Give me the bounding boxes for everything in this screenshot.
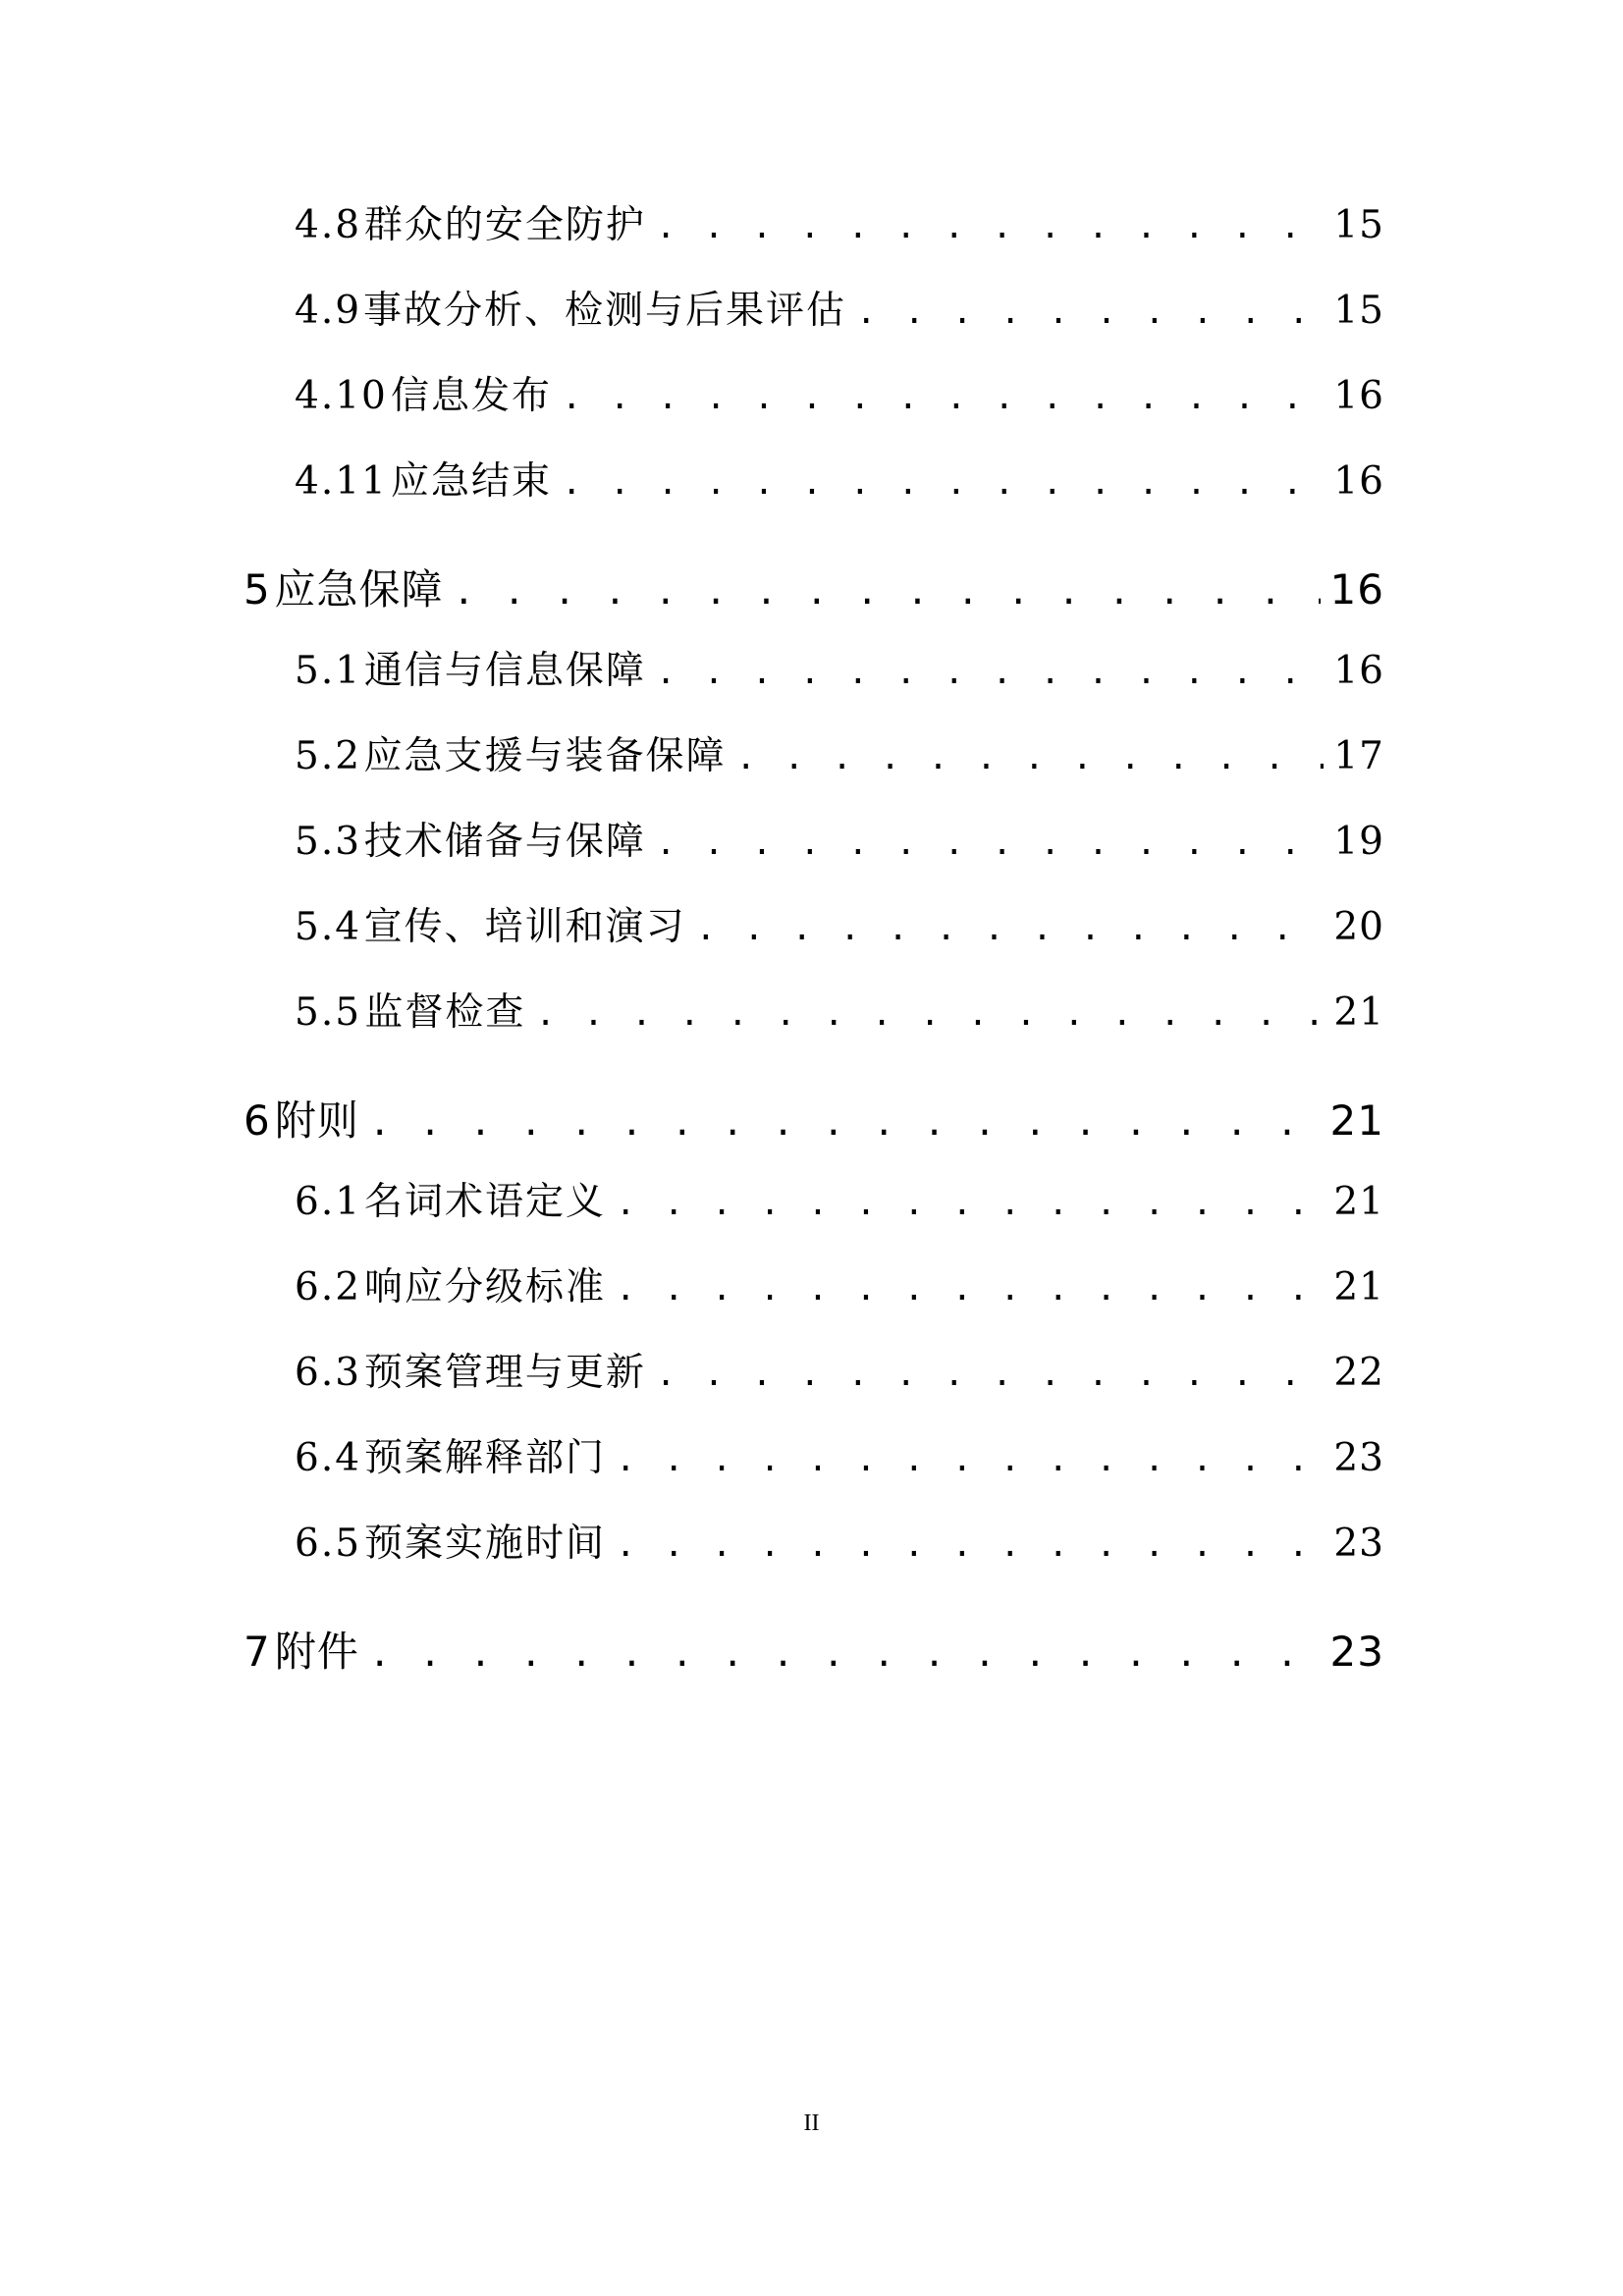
toc-entry-4-8[interactable] <box>295 203 1384 247</box>
toc-entry-title: 通信与信息保障 <box>363 649 646 693</box>
toc-entry-5-2[interactable] <box>295 734 1384 778</box>
toc-entry-4-9[interactable] <box>295 289 1384 333</box>
dot-leader <box>562 466 1324 500</box>
dot-leader <box>535 997 1324 1031</box>
toc-entry-number: 6.1 <box>295 1180 362 1224</box>
toc-entry-title: 事故分析、检测与后果评估 <box>362 289 846 333</box>
dot-leader <box>656 210 1325 243</box>
dot-leader <box>656 656 1325 689</box>
dot-leader <box>696 912 1325 945</box>
toc-entry-5-1[interactable] <box>295 649 1384 693</box>
toc-entry-title: 预案实施时间 <box>364 1522 607 1566</box>
toc-entry-number: 5.3 <box>295 820 362 864</box>
toc-entry-number: 5.2 <box>295 734 362 778</box>
toc-entry-title: 技术储备与保障 <box>363 820 646 864</box>
toc-entry-4-10[interactable] <box>295 374 1384 418</box>
dot-leader <box>616 1272 1324 1306</box>
toc-entry-page: 15 <box>1333 203 1384 247</box>
dot-leader <box>369 1106 1321 1142</box>
toc-entry-5-3[interactable] <box>295 820 1384 864</box>
toc-entry-title: 附则 <box>274 1096 359 1145</box>
dot-leader <box>562 381 1324 414</box>
toc-entry-6-4[interactable] <box>295 1436 1384 1480</box>
toc-entry-number: 6.5 <box>295 1522 362 1566</box>
toc-entry-title: 应急结束 <box>391 459 553 504</box>
toc-entry-page: 16 <box>1333 649 1384 693</box>
toc-entry-number: 6.3 <box>295 1351 362 1395</box>
toc-entry-6-2[interactable] <box>295 1265 1384 1309</box>
toc-entry-number: 4.10 <box>295 374 388 418</box>
toc-entry-page: 16 <box>1333 459 1384 504</box>
toc-entry-page: 23 <box>1329 1628 1384 1676</box>
toc-entry-title: 预案解释部门 <box>364 1436 607 1480</box>
toc-entry-number: 6.4 <box>295 1436 362 1480</box>
toc-entry-6[interactable] <box>243 1096 1384 1145</box>
dot-leader <box>616 1528 1324 1562</box>
dot-leader <box>656 827 1325 860</box>
toc-entry-7[interactable] <box>243 1628 1384 1676</box>
toc-entry-title: 名词术语定义 <box>364 1180 607 1224</box>
toc-entry-page: 22 <box>1333 1351 1384 1395</box>
dot-leader <box>616 1187 1324 1220</box>
toc-entry-page: 17 <box>1333 734 1384 778</box>
toc-entry-page: 23 <box>1333 1522 1384 1566</box>
toc-entry-5-5[interactable] <box>295 990 1384 1035</box>
dot-leader <box>736 741 1325 774</box>
toc-entry-page: 20 <box>1333 905 1384 949</box>
toc-entry-title: 群众的安全防护 <box>363 203 646 247</box>
toc-entry-5[interactable] <box>243 565 1384 614</box>
toc-entry-page: 21 <box>1333 1180 1384 1224</box>
toc-entry-title: 应急支援与装备保障 <box>363 734 727 778</box>
toc-entry-title: 信息发布 <box>391 374 553 418</box>
dot-leader <box>369 1637 1321 1673</box>
toc-entry-number: 7 <box>243 1628 271 1676</box>
toc-entry-page: 21 <box>1333 990 1384 1035</box>
toc-entry-number: 6.2 <box>295 1265 362 1309</box>
toc-entry-number: 4.11 <box>295 459 388 504</box>
toc-entry-page: 15 <box>1333 289 1384 333</box>
toc-entry-page: 23 <box>1333 1436 1384 1480</box>
toc-entry-number: 5 <box>243 565 271 614</box>
toc-entry-5-4[interactable] <box>295 905 1384 949</box>
toc-entry-title: 应急保障 <box>274 565 444 614</box>
toc-entry-4-11[interactable] <box>295 459 1384 504</box>
toc-entry-number: 5.4 <box>295 905 362 949</box>
toc-entry-page: 16 <box>1333 374 1384 418</box>
dot-leader <box>656 1358 1325 1391</box>
toc-entry-title: 响应分级标准 <box>364 1265 607 1309</box>
toc-entry-title: 预案管理与更新 <box>363 1351 646 1395</box>
toc-entry-page: 21 <box>1329 1096 1384 1145</box>
dot-leader <box>616 1443 1324 1476</box>
toc-entry-title: 宣传、培训和演习 <box>363 905 686 949</box>
toc-entry-number: 4.9 <box>295 289 362 333</box>
page-number: II <box>803 2110 820 2136</box>
dot-leader <box>454 575 1321 611</box>
toc-entry-number: 4.8 <box>295 203 362 247</box>
toc-entry-number: 5.1 <box>295 649 362 693</box>
toc-entry-6-1[interactable] <box>295 1180 1384 1224</box>
toc-entry-page: 16 <box>1329 565 1384 614</box>
toc-entry-6-5[interactable] <box>295 1522 1384 1566</box>
toc-entry-6-3[interactable] <box>295 1351 1384 1395</box>
toc-entry-number: 6 <box>243 1096 271 1145</box>
toc-entry-title: 附件 <box>274 1628 359 1676</box>
toc-entry-number: 5.5 <box>295 990 362 1035</box>
toc-entry-page: 19 <box>1333 820 1384 864</box>
toc-entry-page: 21 <box>1333 1265 1384 1309</box>
dot-leader <box>856 295 1324 329</box>
toc-entry-title: 监督检查 <box>364 990 526 1035</box>
